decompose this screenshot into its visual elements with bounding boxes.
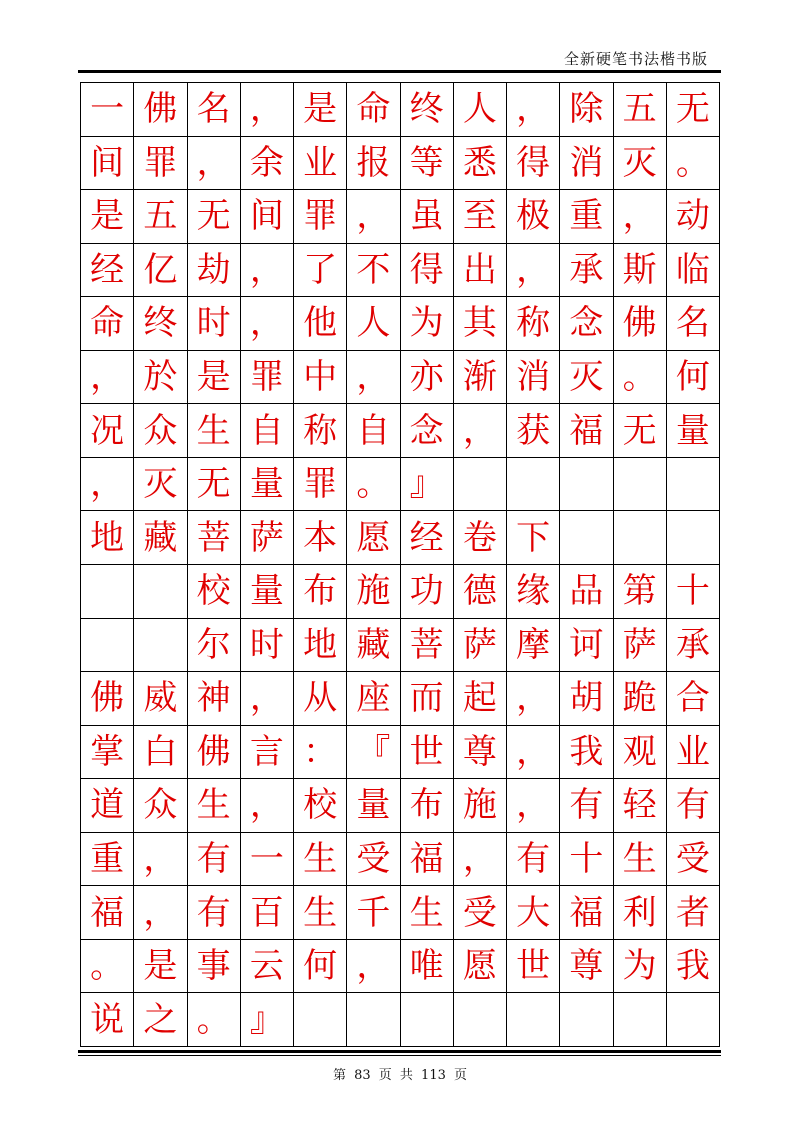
grid-cell [614,511,667,565]
grid-cell: 是 [134,940,187,994]
grid-cell: 世 [507,940,560,994]
grid-cell: 罪 [294,458,347,512]
grid-cell: 。 [81,940,134,994]
grid-cell: 渐 [454,351,507,405]
grid-cell: 缘 [507,565,560,619]
grid-cell: 动 [667,190,720,244]
grid-cell: 福 [81,886,134,940]
grid-cell: 合 [667,672,720,726]
grid-cell: 至 [454,190,507,244]
grid-cell: 时 [241,619,294,673]
grid-cell: 无 [667,83,720,137]
grid-cell: 不 [347,244,400,298]
grid-cell: 摩 [507,619,560,673]
grid-cell: 消 [560,137,613,191]
grid-cell: 命 [81,297,134,351]
grid-cell: 品 [560,565,613,619]
grid-cell: 白 [134,726,187,780]
grid-cell: 承 [667,619,720,673]
grid-cell: 众 [134,404,187,458]
grid-cell: 跪 [614,672,667,726]
grid-cell: 间 [241,190,294,244]
grid-cell: 道 [81,779,134,833]
grid-cell: 菩 [401,619,454,673]
grid-cell: 起 [454,672,507,726]
grid-cell: 一 [241,833,294,887]
grid-cell: 承 [560,244,613,298]
grid-cell: 灭 [614,137,667,191]
grid-cell [294,993,347,1047]
grid-cell: 於 [134,351,187,405]
grid-cell: 第 [614,565,667,619]
grid-cell [401,993,454,1047]
grid-cell: ， [81,458,134,512]
grid-cell: 名 [188,83,241,137]
grid-cell: 余 [241,137,294,191]
grid-cell: 尔 [188,619,241,673]
grid-cell: ， [241,83,294,137]
grid-cell: 福 [560,886,613,940]
grid-cell: 灭 [560,351,613,405]
grid-cell: 何 [667,351,720,405]
grid-cell: 生 [188,779,241,833]
grid-cell: 生 [188,404,241,458]
grid-cell: 有 [188,886,241,940]
grid-cell [507,458,560,512]
grid-cell: 他 [294,297,347,351]
grid-cell: 德 [454,565,507,619]
grid-cell: 诃 [560,619,613,673]
grid-cell: 百 [241,886,294,940]
grid-cell: 斯 [614,244,667,298]
grid-cell: 功 [401,565,454,619]
grid-cell: 生 [401,886,454,940]
grid-cell: 佛 [614,297,667,351]
grid-cell: 地 [81,511,134,565]
grid-cell: 地 [294,619,347,673]
grid-cell: 有 [560,779,613,833]
grid-cell: 受 [454,886,507,940]
grid-cell: 经 [401,511,454,565]
grid-cell: ， [134,886,187,940]
grid-cell: ， [347,190,400,244]
grid-cell: 自 [347,404,400,458]
grid-cell: 轻 [614,779,667,833]
grid-cell: 胡 [560,672,613,726]
grid-cell: 众 [134,779,187,833]
header-rule [78,70,721,73]
calligraphy-grid [80,82,720,1047]
grid-cell: 尊 [454,726,507,780]
grid-cell: 说 [81,993,134,1047]
grid-cell [614,458,667,512]
grid-cell: 亿 [134,244,187,298]
grid-cell: 校 [188,565,241,619]
grid-cell: 从 [294,672,347,726]
grid-cell: 。 [614,351,667,405]
grid-cell: ， [507,83,560,137]
grid-cell: 经 [81,244,134,298]
grid-cell: 业 [294,137,347,191]
grid-cell: 藏 [347,619,400,673]
grid-cell: ， [507,726,560,780]
grid-cell: 量 [241,565,294,619]
grid-cell: 萨 [614,619,667,673]
grid-cell: ， [454,404,507,458]
grid-cell: 生 [294,886,347,940]
grid-cell: ， [81,351,134,405]
grid-cell: 称 [507,297,560,351]
grid-cell: 生 [614,833,667,887]
grid-cell: 施 [347,565,400,619]
grid-cell: 本 [294,511,347,565]
grid-cell: 神 [188,672,241,726]
grid-cell: 人 [347,297,400,351]
grid-cell: 佛 [188,726,241,780]
grid-cell: 尊 [560,940,613,994]
grid-cell: 福 [401,833,454,887]
grid-cell: 威 [134,672,187,726]
grid-cell: 有 [667,779,720,833]
grid-cell: ， [347,351,400,405]
grid-cell: 罪 [241,351,294,405]
grid-cell: ， [241,779,294,833]
grid-cell: 为 [401,297,454,351]
grid-cell: 命 [347,83,400,137]
grid-cell: ， [188,137,241,191]
grid-cell: ， [241,297,294,351]
grid-cell: 五 [134,190,187,244]
grid-cell: 观 [614,726,667,780]
grid-cell: 布 [294,565,347,619]
grid-cell: ， [507,672,560,726]
grid-cell: 量 [667,404,720,458]
page-number: 第 83 页 共 113 页 [332,1068,468,1083]
grid-cell [134,565,187,619]
grid-cell: 况 [81,404,134,458]
grid-cell [667,458,720,512]
grid-cell: ， [241,672,294,726]
grid-cell: 得 [401,244,454,298]
grid-cell: 有 [188,833,241,887]
grid-cell: 受 [667,833,720,887]
grid-cell [507,993,560,1047]
footer-rule-thick [78,1050,721,1053]
grid-cell: 念 [401,404,454,458]
grid-cell: 一 [81,83,134,137]
grid-cell: 。 [667,137,720,191]
grid-cell: 。 [188,993,241,1047]
grid-cell: 亦 [401,351,454,405]
grid-cell: 』 [401,458,454,512]
grid-cell: 量 [241,458,294,512]
grid-cell: 萨 [241,511,294,565]
grid-cell: 千 [347,886,400,940]
grid-cell: 虽 [401,190,454,244]
grid-cell: 罪 [294,190,347,244]
grid-cell: 名 [667,297,720,351]
grid-cell: 者 [667,886,720,940]
grid-cell [560,511,613,565]
grid-cell: 自 [241,404,294,458]
grid-cell: 菩 [188,511,241,565]
grid-cell: 利 [614,886,667,940]
grid-cell: 佛 [134,83,187,137]
grid-cell: 人 [454,83,507,137]
grid-cell: 云 [241,940,294,994]
grid-cell: 下 [507,511,560,565]
grid-cell: ， [347,940,400,994]
grid-cell: 『 [347,726,400,780]
grid-cell: 无 [614,404,667,458]
grid-cell: 之 [134,993,187,1047]
grid-cell: 终 [134,297,187,351]
grid-cell: 称 [294,404,347,458]
grid-cell: 获 [507,404,560,458]
grid-cell: 量 [347,779,400,833]
grid-cell: 受 [347,833,400,887]
grid-cell: 悉 [454,137,507,191]
grid-cell: 唯 [401,940,454,994]
grid-cell: ， [454,833,507,887]
grid-cell: 而 [401,672,454,726]
grid-cell [454,458,507,512]
grid-cell: 事 [188,940,241,994]
grid-cell: 得 [507,137,560,191]
grid-cell: 临 [667,244,720,298]
grid-cell: 有 [507,833,560,887]
grid-cell: 间 [81,137,134,191]
grid-cell: 无 [188,458,241,512]
grid-cell: 为 [614,940,667,994]
grid-cell: 卷 [454,511,507,565]
grid-cell [347,993,400,1047]
grid-cell [560,993,613,1047]
grid-cell: 中 [294,351,347,405]
grid-cell: ， [507,779,560,833]
grid-cell: 五 [614,83,667,137]
grid-cell: 校 [294,779,347,833]
grid-cell: 了 [294,244,347,298]
grid-cell: 福 [560,404,613,458]
grid-cell: 是 [188,351,241,405]
grid-cell: 我 [667,940,720,994]
grid-cell [81,619,134,673]
grid-cell: 等 [401,137,454,191]
grid-cell: 』 [241,993,294,1047]
grid-cell: 重 [560,190,613,244]
footer-rule-thin [78,1055,721,1056]
grid-cell: 布 [401,779,454,833]
grid-cell: 念 [560,297,613,351]
grid-cell: ， [134,833,187,887]
grid-cell: 施 [454,779,507,833]
grid-cell: 萨 [454,619,507,673]
grid-cell [560,458,613,512]
grid-cell: 是 [294,83,347,137]
grid-cell: 灭 [134,458,187,512]
grid-cell: 无 [188,190,241,244]
grid-cell: 愿 [347,511,400,565]
grid-cell: ， [614,190,667,244]
grid-cell: 业 [667,726,720,780]
grid-cell: ， [241,244,294,298]
grid-cell: 是 [81,190,134,244]
grid-cell: 愿 [454,940,507,994]
grid-cell: 大 [507,886,560,940]
grid-cell [81,565,134,619]
grid-cell: 时 [188,297,241,351]
grid-cell: 世 [401,726,454,780]
book-title: 全新硬笔书法楷书版 [563,50,708,68]
grid-cell: ： [294,726,347,780]
grid-cell: 劫 [188,244,241,298]
grid-cell: 十 [667,565,720,619]
grid-cell: 出 [454,244,507,298]
grid-cell: 我 [560,726,613,780]
grid-cell: 消 [507,351,560,405]
grid-cell: 报 [347,137,400,191]
grid-cell: 终 [401,83,454,137]
grid-cell: 其 [454,297,507,351]
grid-cell: 藏 [134,511,187,565]
grid-cell: 何 [294,940,347,994]
grid-cell: 座 [347,672,400,726]
grid-cell: 罪 [134,137,187,191]
grid-cell: 掌 [81,726,134,780]
grid-cell: 除 [560,83,613,137]
grid-cell: 。 [347,458,400,512]
grid-cell: ， [507,244,560,298]
grid-cell [667,993,720,1047]
grid-cell [134,619,187,673]
grid-cell: 十 [560,833,613,887]
grid-cell: 极 [507,190,560,244]
grid-cell [454,993,507,1047]
grid-cell: 重 [81,833,134,887]
grid-cell: 佛 [81,672,134,726]
grid-cell: 言 [241,726,294,780]
grid-cell [614,993,667,1047]
grid-cell [667,511,720,565]
grid-cell: 生 [294,833,347,887]
